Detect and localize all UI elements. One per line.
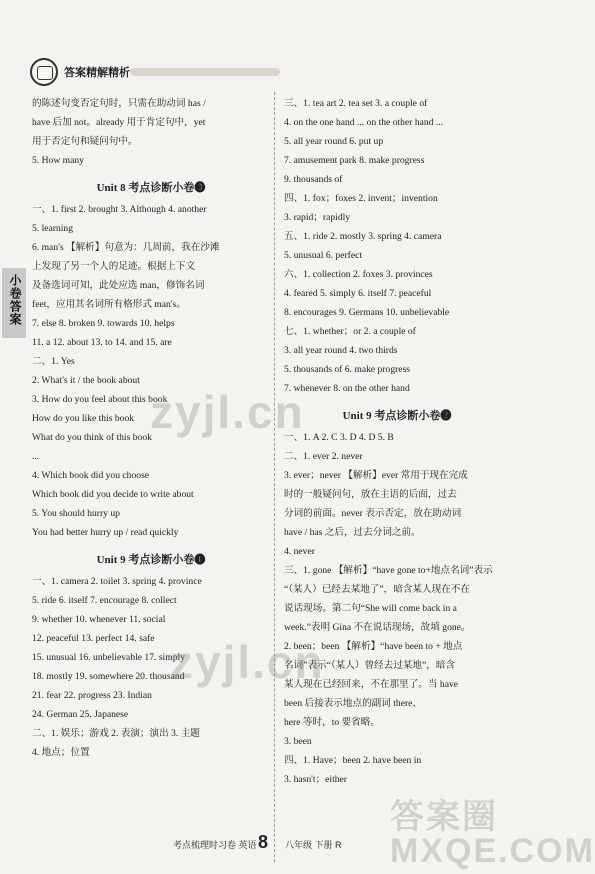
answer-line: week.”表明 Gina 不在说话现场，故填 gone。 (284, 622, 471, 633)
answer-line: here 等时，to 要省略。 (284, 717, 380, 728)
answer-line: 上发现了另一个人的足迹。根据上下文 (32, 261, 196, 272)
answer-line: 分词的前面。never 表示否定，放在助动词 (284, 508, 462, 519)
answer-line: 4. feared 5. simply 6. itself 7. peaceful (284, 288, 432, 299)
logo-icon (30, 58, 58, 86)
answer-line: 5. all year round 6. put up (284, 136, 384, 147)
answer-line: 说话现场。第二句“She will come back in a (284, 603, 457, 614)
answer-line: 三、1. gone 【解析】“have gone to+地点名词”表示 (284, 565, 493, 576)
side-tab (2, 268, 26, 338)
answer-line: 2. What's it / the book about (32, 375, 140, 386)
answer-line: 9. whether 10. whenever 11. social (32, 614, 166, 625)
header-title: 答案精解精析 (64, 67, 130, 79)
side-tab-label: 小卷答案 (8, 274, 22, 326)
answer-line: 5. thousands of 6. make progress (284, 364, 411, 375)
answer-line: 四、1. fox；foxes 2. invent；invention (284, 193, 438, 204)
answer-line: 24. German 25. Japanese (32, 709, 129, 720)
answer-line: 5. You should hurry up (32, 508, 120, 519)
answer-line: 3. ever；never 【解析】ever 常用于现在完成 (284, 470, 468, 481)
answer-line: feet，应用其名词所有格形式 man's。 (32, 299, 186, 310)
unit-heading: Unit 9 考点诊断小卷❷ (342, 410, 452, 422)
answer-line: 用于否定句和疑问句中。 (32, 136, 138, 147)
answer-line: have 后加 not。already 用于肯定句中，yet (32, 117, 206, 128)
page-header (0, 58, 534, 90)
header-decoration (130, 68, 280, 76)
watermark: 答案圈 MXQE.COM (390, 798, 595, 870)
answer-line: 四、1. Have；been 2. have been in (284, 755, 422, 766)
answer-line: 时的一般疑问句，放在主语的后面，过去 (284, 489, 457, 500)
answer-line: 7. whenever 8. on the other hand (284, 383, 410, 394)
page-number: 8 (258, 832, 269, 852)
answer-line: 及备选词可知，此处应选 man，修饰名词 (32, 280, 205, 291)
answer-line: 六、1. collection 2. foxes 3. provinces (284, 269, 433, 280)
answer-line: 二、1. 娱乐；游戏 2. 表演；演出 3. 主题 (32, 728, 200, 739)
answer-line: 15. unusual 16. unbelievable 17. simply (32, 652, 185, 663)
answer-line: 9. thousands of (284, 174, 343, 185)
answer-line: 一、1. first 2. brought 3. Although 4. another (32, 204, 207, 215)
answer-line: You had better hurry up / read quickly (32, 527, 179, 538)
answer-line: 一、1. A 2. C 3. D 4. D 5. B (284, 432, 394, 443)
answer-line: 二、1. ever 2. never (284, 451, 363, 462)
answer-line: 的陈述句变否定句时，只需在助动词 has / (32, 98, 206, 109)
answer-line: 7. amusement park 8. make progress (284, 155, 425, 166)
answer-line: 3. rapid；rapidly (284, 212, 351, 223)
answer-line: 11. a 12. about 13. to 14. and 15. are (32, 337, 172, 348)
answer-line: 5. ride 6. itself 7. encourage 8. collect (32, 595, 177, 606)
answer-line: 五、1. ride 2. mostly 3. spring 4. camera (284, 231, 442, 242)
answer-line: 5. learning (32, 223, 74, 234)
answer-line: 一、1. camera 2. toilet 3. spring 4. province (32, 576, 202, 587)
answer-line: 名词”表示“（某人）曾经去过某地”，暗含 (284, 660, 456, 671)
answer-line: 4. Which book did you choose (32, 470, 150, 481)
watermark: zyjl.cn (150, 386, 305, 438)
answer-line: 5. unusual 6. perfect (284, 250, 363, 261)
answer-line: 3. How do you feel about this book (32, 394, 168, 405)
column-divider (274, 92, 275, 862)
answer-line: 4. on the one hand ... on the other hand ... (284, 117, 444, 128)
answer-line: 2. been；been 【解析】“have been to + 地点 (284, 641, 463, 652)
footer-book-title: 考点梳理时习卷 英语 (173, 840, 257, 850)
watermark: zyjl.cn (170, 636, 325, 688)
answer-line: 某人现在已经回来，不在那里了。当 have (284, 679, 459, 690)
unit-heading: Unit 9 考点诊断小卷❶ (96, 554, 206, 566)
answer-line: 二、1. Yes (32, 356, 75, 367)
answer-line: 3. all year round 4. two thirds (284, 345, 398, 356)
answer-line: 4. 地点；位置 (32, 747, 90, 758)
answer-line: 4. never (284, 546, 315, 557)
footer-grade: 八年级 下册 R (285, 840, 342, 850)
answer-line: How do you like this book (32, 413, 135, 424)
answer-line: 3. hasn't；either (284, 774, 348, 785)
answer-line: have / has 之后，过去分词之前。 (284, 527, 421, 538)
answer-line: What do you think of this book (32, 432, 152, 443)
answer-line: 7. else 8. broken 9. towards 10. helps (32, 318, 175, 329)
answer-line: Which book did you decide to write about (32, 489, 194, 500)
answer-line: been 后接表示地点的副词 there、 (284, 698, 423, 709)
unit-heading: Unit 8 考点诊断小卷❸ (96, 182, 206, 194)
answer-line: 21. fear 22. progress 23. Indian (32, 690, 152, 701)
answer-line: 18. mostly 19. somewhere 20. thousand (32, 671, 185, 682)
answer-line: 5. How many (32, 155, 84, 166)
answer-line: ... (32, 451, 40, 462)
answer-line: 3. been (284, 736, 312, 747)
answer-line: 七、1. whether；or 2. a couple of (284, 326, 416, 337)
answer-line: 8. encourages 9. Germans 10. unbelievable (284, 307, 450, 318)
answer-line: “（某人）已经去某地了”，暗含某人现在不在 (284, 584, 470, 595)
answer-line: 12. peaceful 13. perfect 14. safe (32, 633, 155, 644)
answer-line: 三、1. tea art 2. tea set 3. a couple of (284, 98, 428, 109)
answer-line: 6. man's 【解析】句意为：几周前，我在沙滩 (32, 242, 220, 253)
